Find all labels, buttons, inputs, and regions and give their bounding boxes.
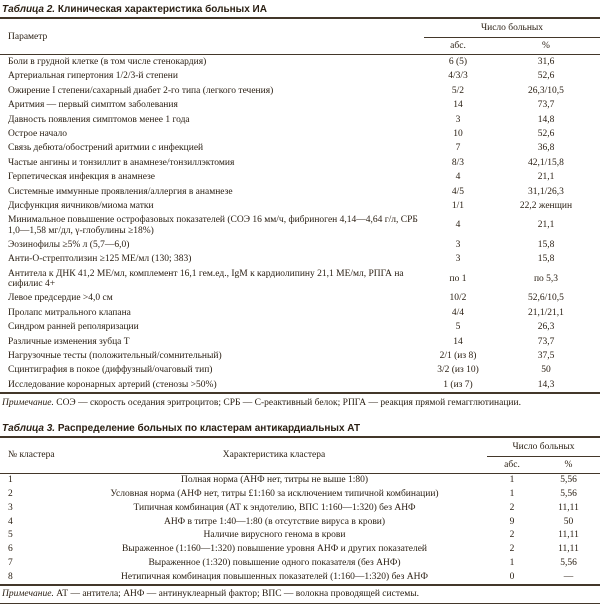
table2-cell-pct: 52,6 <box>537 71 555 82</box>
table-row <box>0 363 600 377</box>
table3-title-number: Таблица 3. <box>2 422 56 434</box>
table3-cell-char: АНФ в титре 1:40—1:80 (в отсутствие вируса в крови) <box>163 516 386 527</box>
table-row <box>0 349 600 363</box>
table-row <box>0 98 600 112</box>
table2-note-text: СОЭ — скорость оседания эритроцитов; СРБ — С-реактивный белок; РПГА — реакция прямой гемагглютинации. <box>53 397 521 408</box>
table3-cell-pct: 5,56 <box>560 475 577 486</box>
table2-cell-abs: 8/3 <box>451 157 465 168</box>
table2-header-abs: абс. <box>424 38 492 55</box>
table3-cell-pct: 50 <box>563 516 574 527</box>
table3-cell-char: Условная норма (АНФ нет, титры £1:160 за исключением типичной комбинации) <box>110 489 439 500</box>
table3-cell-char: Полная норма (АНФ нет, титры не выше 1:80) <box>180 475 369 486</box>
table-row <box>0 185 600 199</box>
table3-header-group: Число больных <box>487 437 600 457</box>
table-row <box>0 334 600 348</box>
table2-cell-param: Связь дебюта/обострений аритмии с инфекцией <box>8 143 204 154</box>
table2-cell-pct: 52,6 <box>537 129 555 140</box>
table2-title-number: Таблица 2. <box>2 4 56 15</box>
table2-cell-param: Анти-О-стрептолизин ≥125 МЕ/мл (130; 383) <box>8 254 192 265</box>
table3-cell-char: Выраженное (1:160—1:320) повышение уровня АНФ и других показателей <box>121 544 428 555</box>
table3-header-pct: % <box>537 456 600 473</box>
table2-cell-pct: 31,6 <box>537 57 555 68</box>
table2-cell-param: Антитела к ДНК 41,2 МЕ/мл, комплемент 16,1 гем.ед., IgM к кардиолипину 21,1 МЕ/мл, РПГА на сифилис 4+ <box>8 268 404 289</box>
table2-cell-param: Аритмия — первый симптом заболевания <box>8 100 178 111</box>
table-row <box>0 127 600 141</box>
table2-header-group: Число больных <box>424 18 600 38</box>
table-row <box>0 69 600 83</box>
table3-cell-num: 1 <box>8 475 13 486</box>
table-row <box>0 320 600 334</box>
table2-cell-pct: 21,1 <box>537 220 555 231</box>
table2-cell-abs: 4/3/3 <box>448 71 468 82</box>
table2-cell-abs: по 1 <box>449 273 467 284</box>
table2-cell-param: Системные иммунные проявления/аллергия в анамнезе <box>8 186 233 197</box>
table2-cell-abs: 3 <box>455 114 461 125</box>
table2-cell-pct: 42,1/15,8 <box>528 157 564 168</box>
table-row <box>0 238 600 252</box>
table3-title <box>0 421 600 436</box>
table3-note-text: АТ — антитела; АНФ — антинуклеарный фактор; ВПС — волокна проводящей системы. <box>53 589 419 600</box>
table2-cell-param: Различные изменения зубца Т <box>8 336 130 347</box>
table2-cell-abs: 10/2 <box>449 293 467 304</box>
table2-cell-pct: 31,1/26,3 <box>528 186 564 197</box>
table3-cell-pct: 5,56 <box>560 489 577 500</box>
table2-cell-pct: 21,1/21,1 <box>528 307 564 318</box>
table2-cell-abs: 1/1 <box>451 201 465 211</box>
table2-cell-abs: 3 <box>455 239 461 250</box>
table-row <box>0 529 600 543</box>
table2-cell-abs: 2/1 (из 8) <box>439 350 477 361</box>
table2-cell-pct: 73,7 <box>537 100 555 111</box>
table3-body <box>0 473 600 585</box>
table2-cell-pct: 15,8 <box>537 254 555 265</box>
table-row <box>0 252 600 266</box>
table3-cell-abs: 1 <box>509 558 515 569</box>
table-row <box>0 306 600 320</box>
table2-cell-pct: по 5,3 <box>533 273 559 284</box>
table3-header <box>0 437 600 474</box>
table2-cell-param: Эозинофилы ≥5% л (5,7—6,0) <box>8 239 130 250</box>
table2-cell-pct: 14,8 <box>537 114 555 125</box>
table3-title-text: Распределение больных по кластерам антикардиальных АТ <box>55 422 361 434</box>
table3-cell-abs: 1 <box>509 475 515 486</box>
table2-cell-param: Боли в грудной клетке (в том числе стенокардия) <box>8 57 207 68</box>
table-row <box>0 199 600 213</box>
table2-cell-param: Минимальное повышение острофазовых показателей (СОЭ 16 мм/ч, фибриноген 4,14—4,64 г/л, СРБ 1,0—1,58 мг/дл, γ-глобулины ≥18%) <box>8 215 418 236</box>
table3-cell-num: 8 <box>8 571 13 582</box>
table-row <box>0 515 600 529</box>
table-row <box>0 542 600 556</box>
table2-cell-pct: 22,2 женщин <box>519 201 573 211</box>
table2-cell-param: Острое начало <box>8 129 68 140</box>
table3-cell-pct: 11,11 <box>558 530 579 541</box>
table3-cell-char: Выраженное (1:320) повышение одного показателя (без АНФ) <box>148 558 401 569</box>
table-row <box>0 213 600 238</box>
table2-header <box>0 18 600 55</box>
table3-cell-pct: — <box>563 571 574 582</box>
table-row <box>0 113 600 127</box>
table3-note <box>0 586 600 601</box>
table3-cell-abs: 2 <box>509 502 515 513</box>
table2-cell-param: Сцинтиграфия в покое (диффузный/очаговый тип) <box>8 365 213 376</box>
table2-cell-abs: 1 (из 7) <box>443 379 473 390</box>
table2-cell-param: Дисфункция яичников/миома матки <box>8 201 154 211</box>
table3-header-num: № кластера <box>0 437 62 474</box>
table3-cell-pct: 11,11 <box>558 502 579 513</box>
table3-cell-abs: 2 <box>509 530 515 541</box>
table2-cell-abs: 3 <box>455 254 461 265</box>
table-row <box>0 473 600 487</box>
table-row <box>0 378 600 393</box>
table2-cell-pct: 36,8 <box>537 143 555 154</box>
table2-cell-param: Частые ангины и тонзиллит в анамнезе/тонзиллэктомия <box>8 157 235 168</box>
table2-cell-abs: 14 <box>453 336 463 347</box>
table2-cell-pct: 15,8 <box>537 239 555 250</box>
table2-cell-param: Герпетическая инфекция в анамнезе <box>8 172 155 183</box>
table3-cell-num: 3 <box>8 502 13 513</box>
table2-header-param: Параметр <box>0 18 424 55</box>
table3-cell-num: 6 <box>8 544 13 555</box>
table2-cell-pct: 14,3 <box>537 379 555 390</box>
table2-cell-abs: 5/2 <box>451 85 465 96</box>
table3-cell-char: Наличие вирусного генома в крови <box>203 530 346 541</box>
table3-cell-char: Типичная комбинация (АТ к эндотелию, ВПС 1:160—1:320) без АНФ <box>133 502 416 513</box>
table3-cell-num: 7 <box>8 558 13 569</box>
table2-header-pct: % <box>492 38 600 55</box>
table-row <box>0 84 600 98</box>
table-row <box>0 170 600 184</box>
table2 <box>0 17 600 394</box>
table2-note <box>0 394 600 409</box>
table2-cell-pct: 26,3/10,5 <box>528 85 564 96</box>
table-row <box>0 501 600 515</box>
table2-cell-abs: 4/4 <box>451 307 465 318</box>
table2-cell-pct: 21,1 <box>537 172 555 183</box>
table2-body <box>0 55 600 394</box>
table2-cell-abs: 4 <box>455 220 461 231</box>
table-row <box>0 55 600 70</box>
table2-cell-pct: 50 <box>541 365 551 376</box>
table2-cell-param: Исследование коронарных артерий (стенозы >50%) <box>8 379 217 390</box>
table2-cell-param: Пролапс митрального клапана <box>8 307 131 318</box>
table3-cell-pct: 11,11 <box>558 544 579 555</box>
table2-cell-abs: 6 (5) <box>448 57 468 68</box>
table3-cell-abs: 0 <box>509 571 515 582</box>
table-row <box>0 141 600 155</box>
table3-cell-abs: 2 <box>509 544 515 555</box>
table2-cell-param: Синдром ранней реполяризации <box>8 322 139 333</box>
table-row <box>0 156 600 170</box>
table2-cell-pct: 26,3 <box>537 322 555 333</box>
table2-title-text: Клиническая характеристика больных ИА <box>55 4 267 15</box>
table2-cell-param: Левое предсердие >4,0 см <box>8 293 113 304</box>
table-row <box>0 556 600 570</box>
table3-cell-pct: 5,56 <box>560 558 577 569</box>
table2-note-label: Примечание. <box>2 397 54 408</box>
table2-title <box>0 2 600 17</box>
table3-header-char: Характеристика кластера <box>62 437 487 474</box>
table2-cell-param: Нагрузочные тесты (положительный/сомнительный) <box>8 350 222 361</box>
table2-cell-abs: 10 <box>453 129 463 140</box>
table2-cell-abs: 4 <box>455 172 461 183</box>
tables-gap <box>0 409 600 421</box>
table2-cell-abs: 3/2 (из 10) <box>437 365 479 376</box>
table3-cell-num: 2 <box>8 489 13 500</box>
table2-cell-param: Ожирение I степени/сахарный диабет 2-го типа (легкого течения) <box>8 85 274 96</box>
table2-cell-abs: 14 <box>453 100 463 111</box>
table3-cell-abs: 9 <box>509 516 515 527</box>
table-row <box>0 487 600 501</box>
table2-cell-param: Давность появления симптомов менее 1 года <box>8 114 190 125</box>
table2-cell-param: Артериальная гипертония 1/2/3-й степени <box>8 71 178 82</box>
table3-header-abs: абс. <box>487 456 537 473</box>
table3 <box>0 436 600 586</box>
table3-cell-char: Нетипичная комбинация повышенных показателей (1:160—1:320) без АНФ <box>121 571 428 582</box>
table2-cell-abs: 5 <box>455 322 461 333</box>
table3-note-label: Примечание. <box>2 589 54 600</box>
table2-cell-abs: 4/5 <box>451 186 465 197</box>
table-row <box>0 267 600 292</box>
table3-cell-num: 5 <box>8 530 13 541</box>
table2-cell-pct: 73,7 <box>537 336 555 347</box>
table-row <box>0 291 600 305</box>
table2-cell-abs: 7 <box>455 143 461 154</box>
table3-cell-abs: 1 <box>509 489 515 500</box>
table-row <box>0 570 600 585</box>
table2-cell-pct: 52,6/10,5 <box>528 293 564 304</box>
table3-cell-num: 4 <box>8 516 13 527</box>
table2-cell-pct: 37,5 <box>537 350 555 361</box>
